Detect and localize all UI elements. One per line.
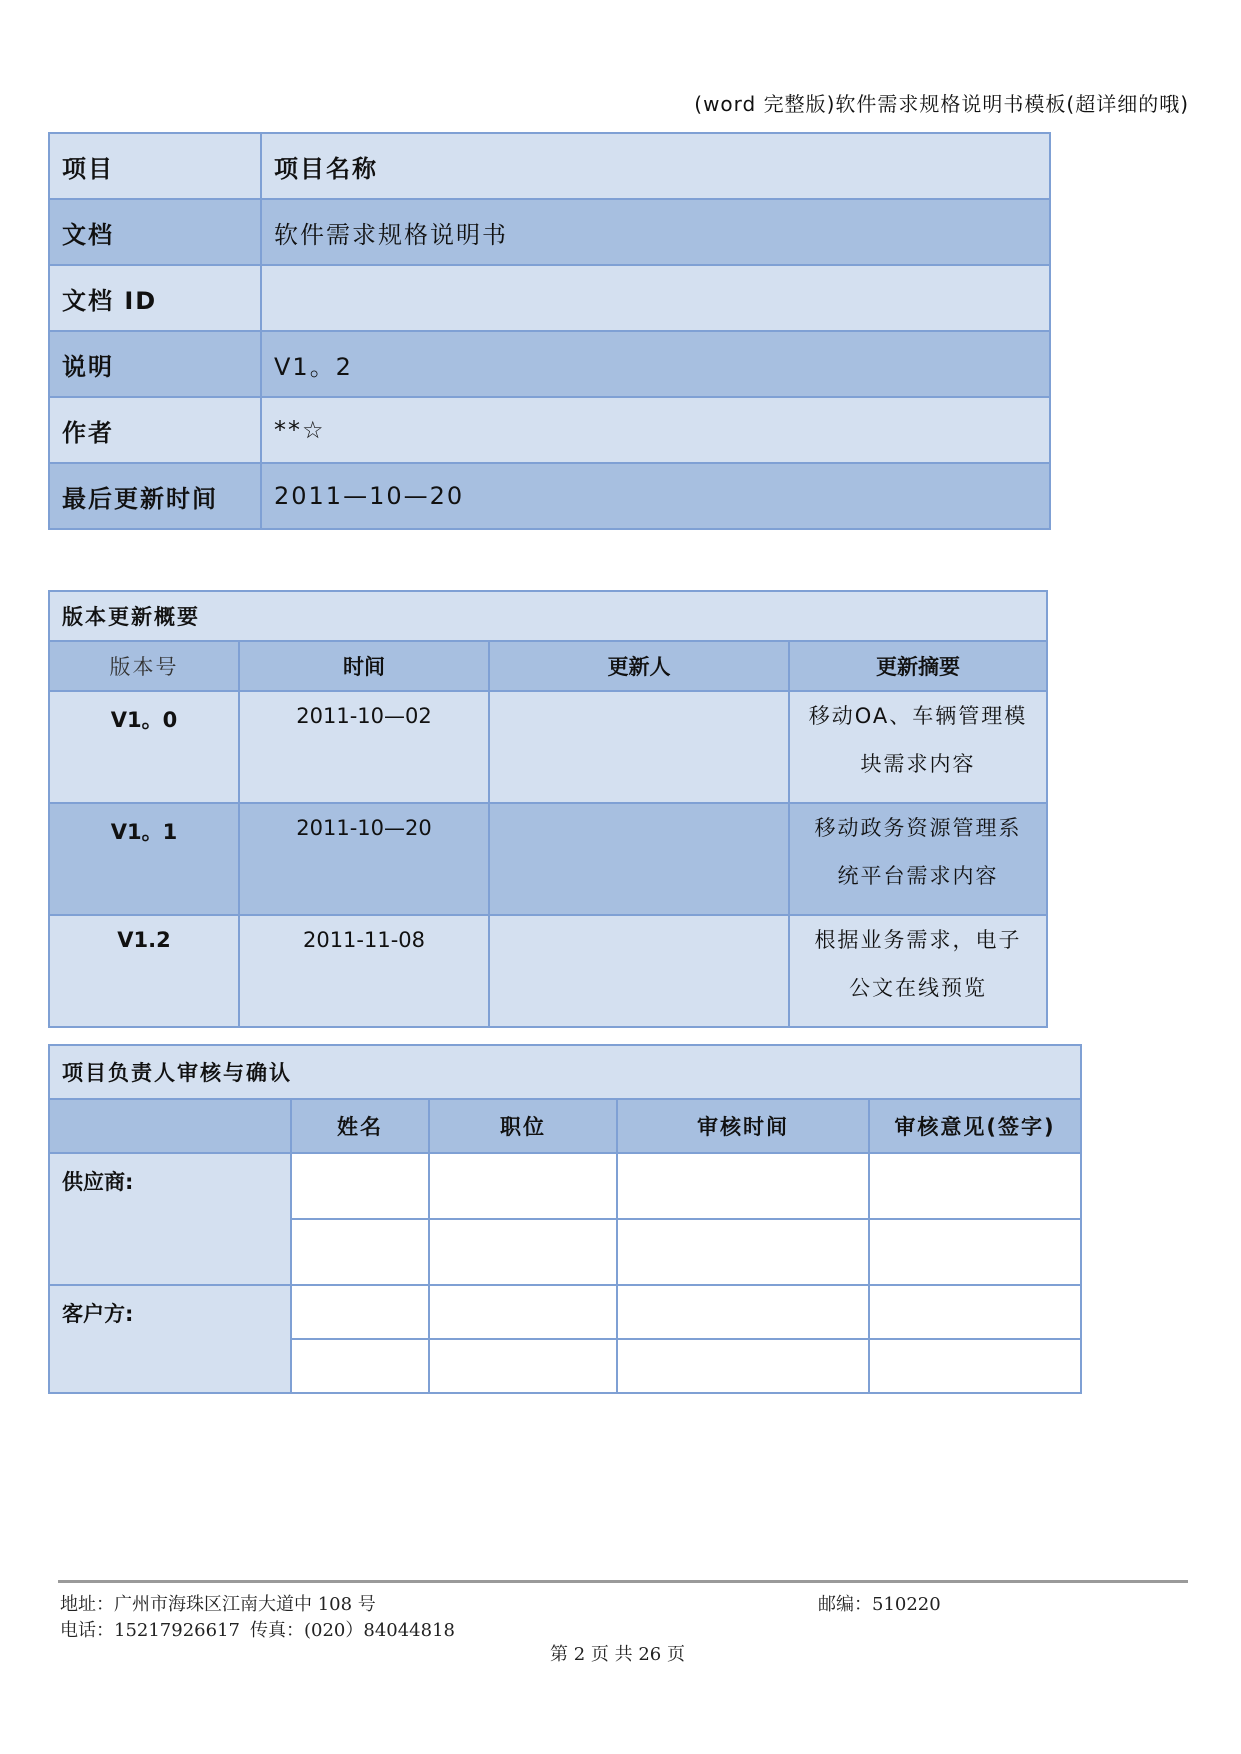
page-number: 第 2 页 共 26 页: [550, 1644, 685, 1665]
footer-postcode: 邮编：510220: [818, 1594, 941, 1615]
review-confirmation-table: [48, 1044, 1082, 1394]
table-row: [49, 691, 1047, 803]
review-header-row: [49, 1099, 1081, 1153]
signature-cell: [869, 1285, 1081, 1339]
info-row: [49, 463, 1050, 529]
header-summary: 更新摘要: [789, 641, 1047, 691]
version-cell: V1.2: [49, 915, 239, 1027]
info-value: [261, 265, 1050, 331]
project-info-table: [48, 132, 1051, 530]
info-row: [49, 133, 1050, 199]
info-value: 2011—10—20: [261, 463, 1050, 529]
footer-fax: 传真：(020）84044818: [250, 1620, 455, 1641]
version-cell: V1。0: [49, 691, 239, 803]
header-updater: 更新人: [489, 641, 789, 691]
table-row: [49, 1153, 1081, 1219]
position-cell: [429, 1285, 617, 1339]
info-value: 软件需求规格说明书: [261, 199, 1050, 265]
info-key: 最后更新时间: [49, 463, 261, 529]
header-review-opinion: 审核意见(签字): [869, 1099, 1081, 1153]
header-version: 版本号: [49, 641, 239, 691]
info-row: [49, 397, 1050, 463]
table-row: [49, 915, 1047, 1027]
table-row: [49, 803, 1047, 915]
info-key: 项目: [49, 133, 261, 199]
summary-line: 移动政务资源管理系: [814, 816, 1022, 840]
party-vendor: 供应商:: [49, 1153, 291, 1285]
header-date: 时间: [239, 641, 489, 691]
footer-divider: [58, 1580, 1188, 1583]
footer-address: 地址：广州市海珠区江南大道中 108 号: [60, 1594, 376, 1615]
review-time-cell: [617, 1285, 869, 1339]
name-cell: [291, 1153, 429, 1219]
summary-cell: [789, 915, 1047, 1027]
header-blank: [49, 1099, 291, 1153]
updater-cell: [489, 691, 789, 803]
version-table-caption: 版本更新概要: [49, 591, 1047, 641]
header-review-time: 审核时间: [617, 1099, 869, 1153]
info-value: V1。2: [261, 331, 1050, 397]
name-cell: [291, 1285, 429, 1339]
version-history-table: [48, 590, 1048, 1028]
review-time-cell: [617, 1339, 869, 1393]
updater-cell: [489, 803, 789, 915]
position-cell: [429, 1153, 617, 1219]
position-cell: [429, 1219, 617, 1285]
footer-phone: 电话：15217926617: [60, 1620, 240, 1641]
summary-line: 根据业务需求，电子: [814, 928, 1022, 952]
review-table-caption: 项目负责人审核与确认: [49, 1045, 1081, 1099]
date-cell: 2011-11-08: [239, 915, 489, 1027]
summary-cell: [789, 803, 1047, 915]
info-row: [49, 331, 1050, 397]
summary-line: 块需求内容: [860, 752, 976, 776]
review-time-cell: [617, 1219, 869, 1285]
table-row: [49, 1285, 1081, 1339]
info-value: **☆: [261, 397, 1050, 463]
document-header: (word 完整版)软件需求规格说明书模板(超详细的哦): [694, 92, 1189, 116]
info-row: [49, 265, 1050, 331]
summary-cell: [789, 691, 1047, 803]
info-key: 作者: [49, 397, 261, 463]
position-cell: [429, 1339, 617, 1393]
date-cell: 2011-10—20: [239, 803, 489, 915]
version-cell: V1。1: [49, 803, 239, 915]
version-header-row: [49, 641, 1047, 691]
party-client: 客户方:: [49, 1285, 291, 1393]
signature-cell: [869, 1153, 1081, 1219]
signature-cell: [869, 1339, 1081, 1393]
info-key: 文档: [49, 199, 261, 265]
review-time-cell: [617, 1153, 869, 1219]
summary-line: 公文在线预览: [849, 976, 987, 1000]
name-cell: [291, 1219, 429, 1285]
signature-cell: [869, 1219, 1081, 1285]
info-key: 说明: [49, 331, 261, 397]
date-cell: 2011-10—02: [239, 691, 489, 803]
summary-line: 统平台需求内容: [837, 864, 999, 888]
header-name: 姓名: [291, 1099, 429, 1153]
info-value: 项目名称: [261, 133, 1050, 199]
info-row: [49, 199, 1050, 265]
name-cell: [291, 1339, 429, 1393]
summary-line: 移动OA、车辆管理模: [808, 704, 1028, 728]
updater-cell: [489, 915, 789, 1027]
header-position: 职位: [429, 1099, 617, 1153]
info-key: 文档 ID: [49, 265, 261, 331]
